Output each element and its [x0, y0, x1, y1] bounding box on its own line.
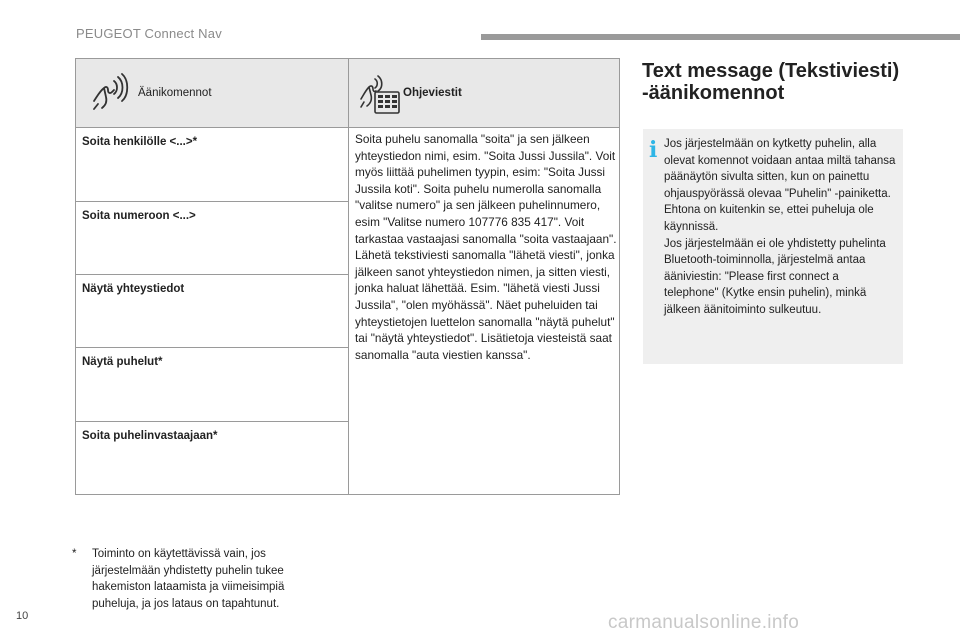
- voice-commands-table: [75, 58, 620, 495]
- footnote: [72, 546, 312, 612]
- command-show-calls: Näytä puhelut*: [82, 356, 163, 368]
- column-divider: [348, 59, 349, 494]
- section-title-line-2: -äänikomennot: [642, 82, 785, 104]
- info-box: [643, 129, 903, 364]
- info-icon: i: [649, 137, 658, 163]
- watermark: carmanualsonline.info: [608, 612, 800, 633]
- info-paragraph-1: Jos järjestelmään on kytketty puhelin, alla olevat komennot voidaan antaa miltä tahansa päänäytön sivulta sitten, kun on painettu ohjauspyörässä olevaa "Puhelin" -painiketta. Ehtona on kuitenkin se, ettei puheluja ole käynnissä.: [664, 138, 896, 233]
- info-paragraph-2: Jos järjestelmään ei ole yhdistetty puhelinta Bluetooth-toiminnolla, järjestelmä antaa ääniviestin: "Please first connect a telephone" (Kytke ensin puhelin), minkä jälkeen äänitoiminto sulkeutuu.: [664, 237, 886, 316]
- command-call-voicemail: Soita puhelinvastaajaan*: [82, 430, 218, 442]
- voice-command-icon: [88, 71, 132, 115]
- header-bar: [481, 34, 960, 40]
- header-voice-commands-label: Äänikomennot: [138, 87, 212, 99]
- section-title-line-1: Text message (Tekstiviesti): [642, 60, 900, 82]
- header-cell-voice-commands: [76, 59, 348, 127]
- footnote-marker: *: [72, 548, 77, 560]
- command-call-contact: Soita henkilölle <...>*: [82, 136, 198, 148]
- header-cell-help-messages: [349, 59, 619, 127]
- voice-keypad-icon: [357, 71, 401, 115]
- help-message-text: Soita puhelu sanomalla "soita" ja sen jälkeen yhteystiedon nimi, esim. "Soita Jussi Jussila". Voit myös liittää puhelimen tyypin, esim: "Soita Jussi Jussila koti". Soita puhelu numerolla sanomalla "valitse numero" ja sen jälkeen puhelinnumero, esim "Valitse numero 107776 835 417". Voit tarkastaa vastaajasi sanomalla "soita vastaajaan". Lähetä tekstiviesti sanomalla "lähetä viesti", jonka jälkeen sanot yhteystiedon nimen, ja sitten viesti, jonka haluat lähettää. Esim. "lähetä viesti Jussi Jussila", "olen myöhässä". Näet puheluiden tai yhteystietojen luettelon sanomalla "näytä puhelut" tai "näytä yhteystiedot". Lisätietoja viesteistä saat sanomalla "auta viestien kanssa".: [355, 132, 617, 362]
- section-title: [642, 60, 912, 104]
- page-number: 10: [16, 610, 29, 622]
- footnote-text: Toiminto on käytettävissä vain, jos järjestelmään yhdistetty puhelin tukee hakemiston lataamista ja viimeisimpiä puheluja, ja jos lataus on tapahtunut.: [92, 548, 285, 610]
- command-show-contacts: Näytä yhteystiedot: [82, 283, 185, 295]
- header-help-messages-label: Ohjeviestit: [403, 87, 462, 99]
- command-call-number: Soita numeroon <...>: [82, 210, 196, 222]
- info-text: [664, 136, 896, 319]
- document-header-title: PEUGEOT Connect Nav: [76, 26, 222, 41]
